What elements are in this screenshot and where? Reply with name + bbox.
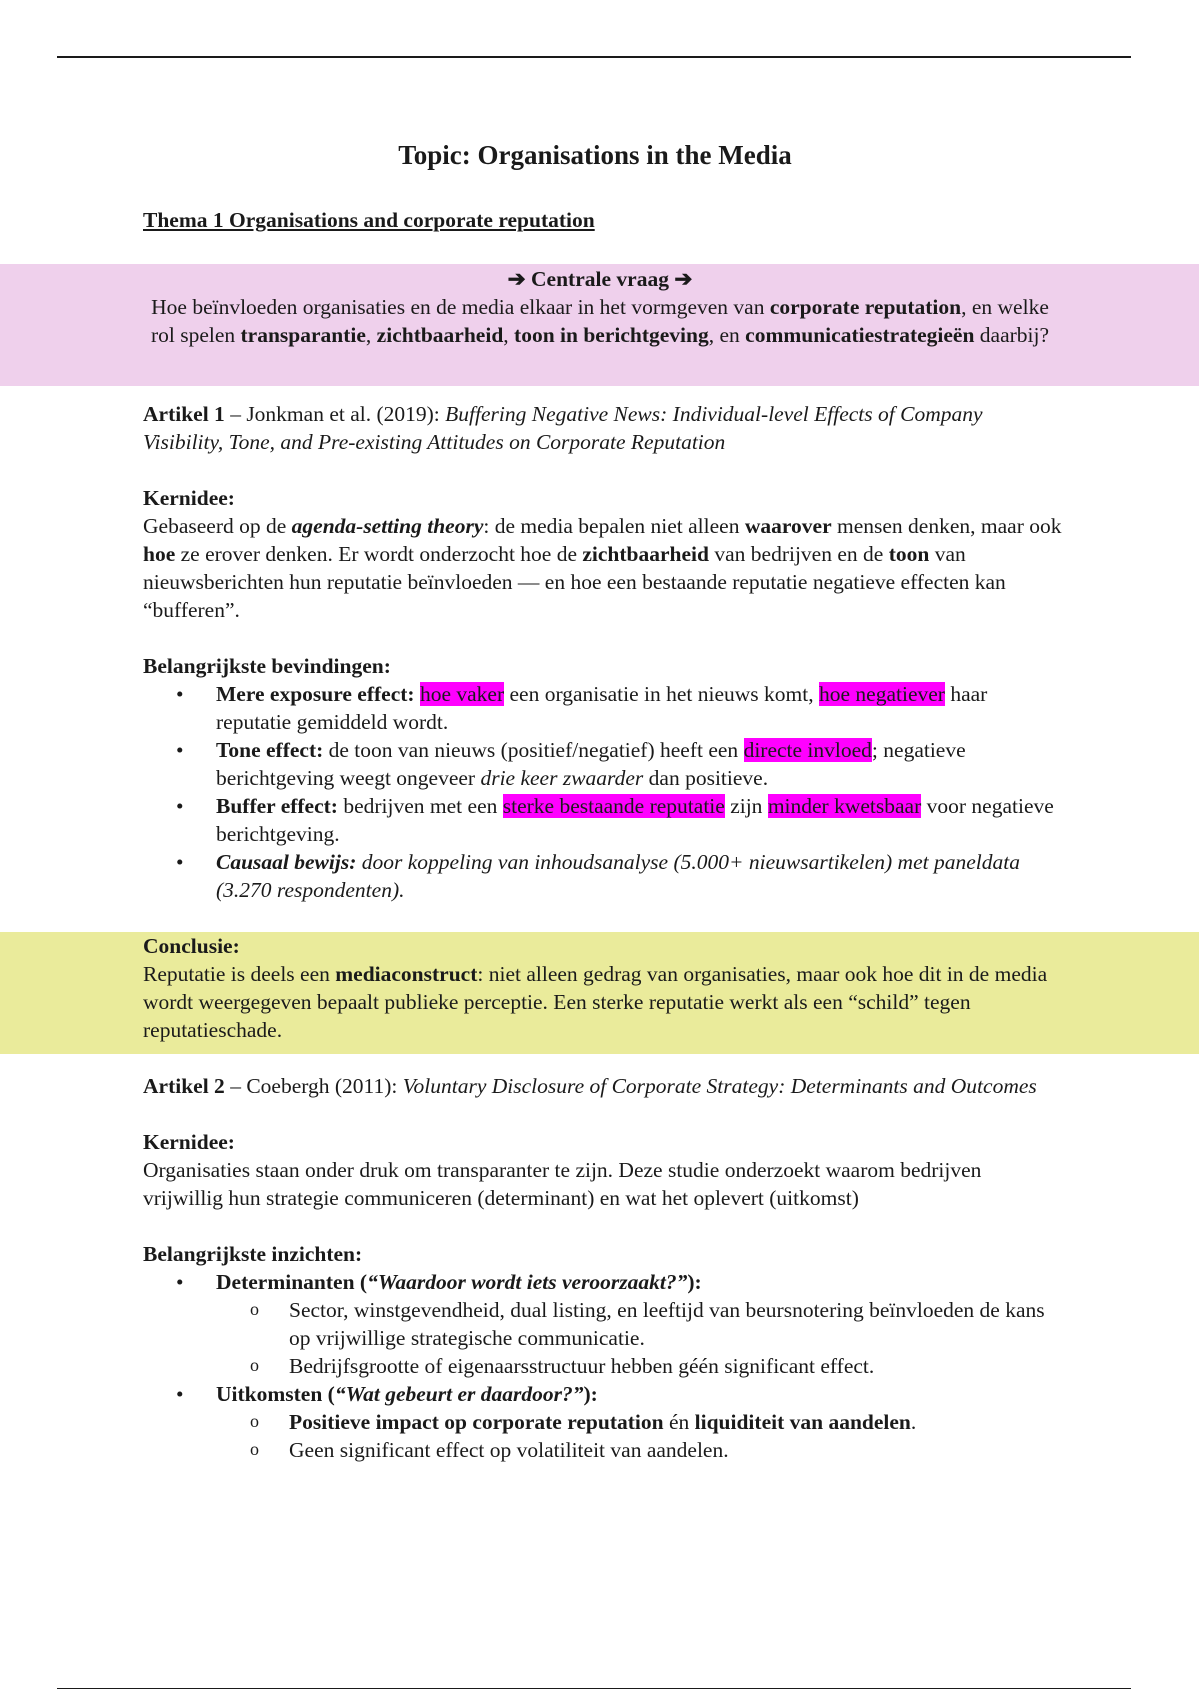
- artikel-2-citation: Artikel 2 – Coebergh (2011): Voluntary Disclosure of Corporate Strategy: Determinants and Outcomes: [143, 1074, 1037, 1098]
- thema-heading: Thema 1 Organisations and corporate reputation: [143, 208, 595, 232]
- page-title: Topic: Organisations in the Media: [398, 140, 792, 170]
- uitkomsten-sublist: [216, 1408, 1063, 1464]
- list-item: • Tone effect: de toon van nieuws (positief/negatief) heeft een directe invloed; negatieve berichtgeving weegt ongeveer drie keer zwaarder dan positieve.: [143, 736, 1063, 792]
- header-rule: [57, 56, 1131, 58]
- determinanten-sublist: [216, 1296, 1063, 1380]
- list-item: o Positieve impact op corporate reputation én liquiditeit van aandelen.: [216, 1408, 1063, 1436]
- artikel-1-section: [143, 400, 1063, 904]
- artikel-2-section: [143, 1072, 1063, 1464]
- artikel-1-kernidee: Gebaseerd op de agenda-setting theory: de media bepalen niet alleen waarover mensen denken, maar ook hoe ze erover denken. Er wordt onderzocht hoe de zichtbaarheid van bedrijven en de toon van nieuwsberichten hun reputatie beïnvloeden — en hoe een bestaande reputatie negatieve effecten kan “bufferen”.: [143, 514, 1062, 622]
- list-item: • Mere exposure effect: hoe vaker een organisatie in het nieuws komt, hoe negatiever haar reputatie gemiddeld wordt.: [143, 680, 1063, 736]
- inzichten-label: Belangrijkste inzichten:: [143, 1242, 363, 1266]
- centrale-vraag-heading: ➔ Centrale vraag ➔: [507, 267, 693, 291]
- artikel-2-kernidee: Organisaties staan onder druk om transparanter te zijn. Deze studie onderzoekt waarom bedrijven vrijwillig hun strategie communiceren (determinant) en wat het oplevert (uitkomst): [143, 1158, 982, 1210]
- bevindingen-label: Belangrijkste bevindingen:: [143, 654, 391, 678]
- list-item: o Geen significant effect op volatiliteit van aandelen.: [216, 1436, 1063, 1464]
- list-item: o Sector, winstgevendheid, dual listing, en leeftijd van beursnotering beïnvloeden de kans op vrijwillige strategische communicatie.: [216, 1296, 1063, 1352]
- artikel-1-citation: Artikel 1 – Jonkman et al. (2019): Buffering Negative News: Individual-level Effects of Company Visibility, Tone, and Pre-existing Attitudes on Corporate Reputation: [143, 402, 983, 454]
- list-item: • Buffer effect: bedrijven met een sterke bestaande reputatie zijn minder kwetsbaar voor negatieve berichtgeving.: [143, 792, 1063, 848]
- list-item: o Bedrijfsgrootte of eigenaarsstructuur hebben géén significant effect.: [216, 1352, 1063, 1380]
- centrale-vraag-text: Hoe beïnvloeden organisaties en de media elkaar in het vormgeven van corporate reputation, en welke rol spelen transparantie, zichtbaarheid, toon in berichtgeving, en communicatiestrategieën daarbij?: [150, 295, 1050, 347]
- artikel-2-kernidee-label: Kernidee:: [143, 1130, 235, 1154]
- conclusie-text: Reputatie is deels een mediaconstruct: niet alleen gedrag van organisaties, maar ook hoe dit in de media wordt weergegeven bepaalt publieke perceptie. Een sterke reputatie werkt als een “schild” tegen reputatieschade.: [143, 962, 1048, 1042]
- inzichten-list: [143, 1268, 1063, 1464]
- conclusie-label: Conclusie:: [143, 934, 240, 958]
- centrale-vraag: [150, 264, 1050, 349]
- bevindingen-list: [143, 680, 1063, 904]
- footer-rule: [57, 1688, 1131, 1689]
- artikel-1-kernidee-label: Kernidee:: [143, 486, 235, 510]
- list-item: • Uitkomsten (“Wat gebeurt er daardoor?”): o Positieve impact op corporate reputation én liquiditeit van aandelen. o Geen significant effect op volatiliteit van aandelen.: [143, 1380, 1063, 1464]
- list-item: • Causaal bewijs: door koppeling van inhoudsanalyse (5.000+ nieuwsartikelen) met paneldata (3.270 respondenten).: [143, 848, 1063, 904]
- list-item: • Determinanten (“Waardoor wordt iets veroorzaakt?”): o Sector, winstgevendheid, dual listing, en leeftijd van beursnotering beïnvloeden de kans op vrijwillige strategische communicatie. o Bedrijfsgrootte of eigenaarsstructuur hebben géén significant effect.: [143, 1268, 1063, 1380]
- conclusie-section: [143, 932, 1063, 1044]
